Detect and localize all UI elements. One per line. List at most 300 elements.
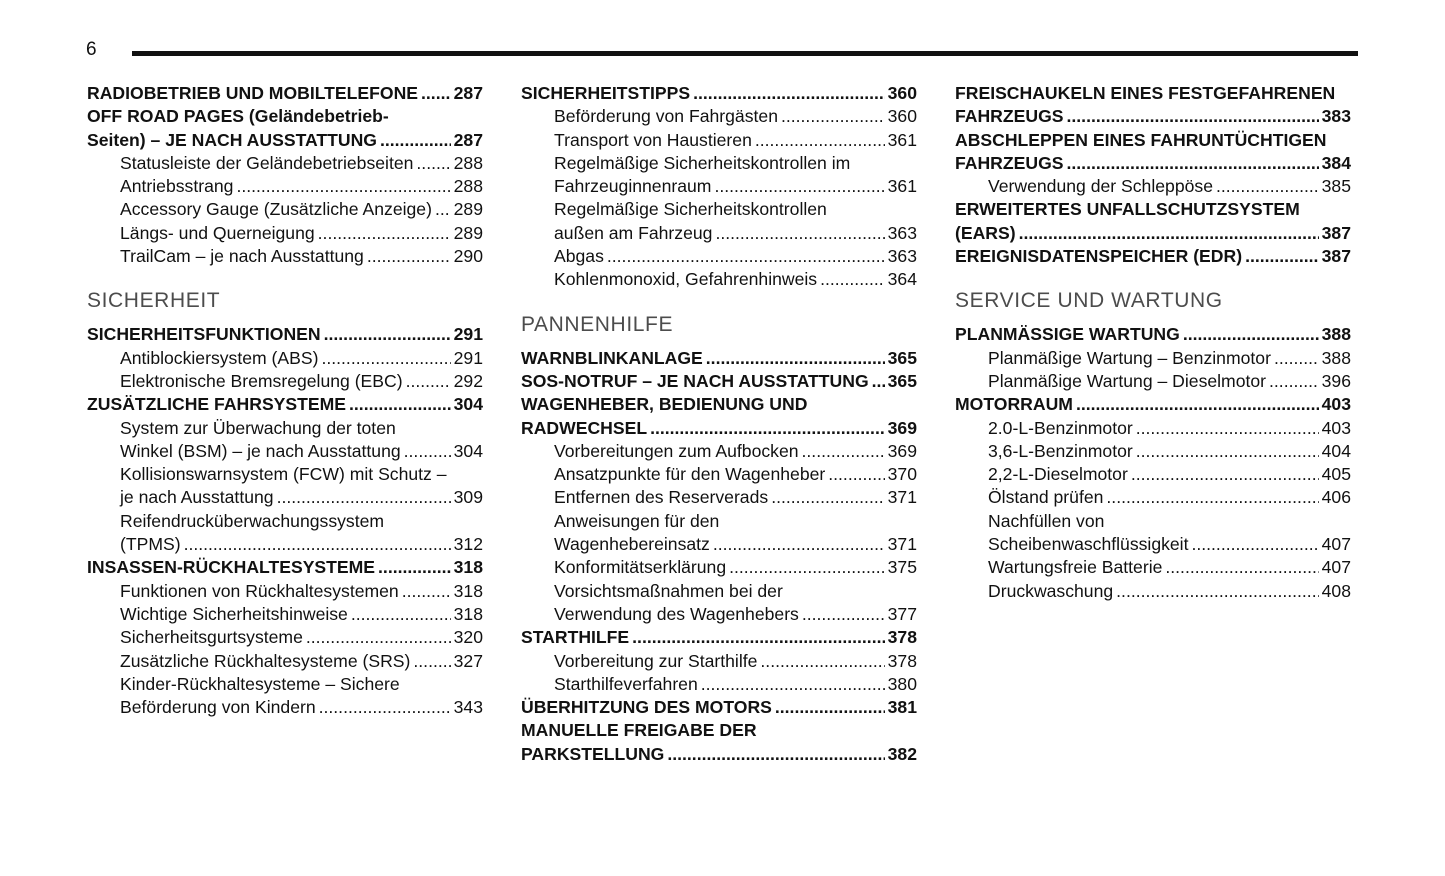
- toc-sub-entry[interactable]: [521, 268, 917, 291]
- dot-leader: [321, 347, 450, 370]
- toc-entry-line: Kollisionswarnsystem (FCW) mit Schutz –: [120, 464, 447, 485]
- toc-sub-entry[interactable]: [87, 626, 483, 649]
- toc-entry-title: Transport von Haustieren: [554, 129, 752, 150]
- toc-entry-leader-line: [988, 486, 1351, 509]
- toc-entry-leader-line: [955, 323, 1351, 346]
- toc-sub-entry[interactable]: [955, 510, 1351, 557]
- toc-entry-title: SICHERHEITSTIPPS: [521, 83, 691, 103]
- toc-entry-leader-line: [988, 533, 1351, 556]
- toc-page-number: 408: [1321, 580, 1351, 601]
- toc-entry-leader-line: [521, 347, 917, 370]
- toc-page-number: 403: [1321, 394, 1351, 415]
- toc-entry-leader-line: [120, 222, 483, 245]
- toc-sub-entry[interactable]: [955, 440, 1351, 463]
- dot-leader: [729, 556, 885, 579]
- dot-leader: [715, 222, 884, 245]
- toc-entry-leader-line: [120, 580, 483, 603]
- toc-entry-title: Planmäßige Wartung – Benzinmotor: [988, 347, 1271, 368]
- toc-chapter-entry[interactable]: [955, 82, 1351, 129]
- toc-entry-title: Wartungsfreie Batterie: [988, 557, 1163, 578]
- toc-entry-leader-line: [120, 486, 483, 509]
- toc-chapter-entry[interactable]: [521, 370, 917, 393]
- toc-sub-entry[interactable]: [87, 152, 483, 175]
- toc-entry-title: Seiten) – JE NACH AUSSTATTUNG: [87, 129, 377, 150]
- dot-leader: [349, 393, 451, 416]
- toc-sub-entry[interactable]: [87, 603, 483, 626]
- toc-entry-leader-line: [521, 743, 917, 766]
- toc-entry-title: Sicherheitsgurtsysteme: [120, 627, 303, 648]
- toc-entry-leader-line: [554, 650, 917, 673]
- toc-sub-entry[interactable]: [521, 673, 917, 696]
- toc-entry-leader-line: [554, 463, 917, 486]
- dot-leader: [1131, 463, 1319, 486]
- toc-page-number: 363: [887, 246, 917, 267]
- toc-sub-entry[interactable]: [87, 417, 483, 464]
- toc-entry-leader-line: [988, 370, 1351, 393]
- toc-entry-line: ABSCHLEPPEN EINES FAHRUNTÜCHTIGEN: [955, 129, 1327, 150]
- toc-entry-leader-line: [120, 650, 483, 673]
- toc-entry-leader-line: [988, 580, 1351, 603]
- toc-entry-title: Fahrzeuginnenraum: [554, 176, 712, 197]
- dot-leader: [416, 152, 450, 175]
- dot-leader: [706, 347, 885, 370]
- toc-chapter-entry[interactable]: [955, 323, 1351, 346]
- dot-leader: [1067, 105, 1319, 128]
- toc-page-number: 343: [453, 697, 483, 718]
- toc-entry-line: Vorsichtsmaßnahmen bei der: [554, 580, 783, 601]
- dot-leader: [184, 533, 451, 556]
- toc-chapter-entry[interactable]: [87, 393, 483, 416]
- toc-sub-entry[interactable]: [87, 673, 483, 720]
- dot-leader: [1076, 393, 1319, 416]
- toc-page-number: 377: [887, 603, 917, 624]
- toc-page-number: 327: [453, 650, 483, 671]
- toc-entry-leader-line: [521, 696, 917, 719]
- toc-page-number: 378: [887, 627, 917, 648]
- toc-entry-leader-line: [87, 129, 483, 152]
- toc-entry-leader-line: [87, 82, 483, 105]
- toc-entry-leader-line: [554, 440, 917, 463]
- toc-entry-title: Starthilfeverfahren: [554, 673, 698, 694]
- toc-entry-line: Nachfüllen von: [988, 510, 1105, 531]
- toc-sub-entry[interactable]: [955, 556, 1351, 579]
- dot-leader: [236, 175, 450, 198]
- toc-page-number: 381: [887, 697, 917, 718]
- toc-entry-leader-line: [87, 323, 483, 346]
- toc-column-1: [87, 82, 483, 719]
- toc-entry-leader-line: [120, 440, 483, 463]
- toc-entry-leader-line: [554, 129, 917, 152]
- toc-entry-leader-line: [955, 393, 1351, 416]
- toc-entry-title: Wagenhebereinsatz: [554, 534, 710, 555]
- toc-entry-title: PLANMÄSSIGE WARTUNG: [955, 324, 1180, 345]
- toc-page-number: 363: [887, 222, 917, 243]
- toc-sub-entry[interactable]: [955, 370, 1351, 393]
- toc-entry-leader-line: [120, 175, 483, 198]
- toc-page-number: 396: [1321, 370, 1351, 391]
- toc-entry-line: Kinder-Rückhaltesysteme – Sichere: [120, 673, 400, 694]
- toc-sub-entry[interactable]: [521, 152, 917, 199]
- dot-leader: [607, 245, 885, 268]
- toc-page-number: 384: [1321, 152, 1351, 173]
- toc-entry-title: Funktionen von Rückhaltesystemen: [120, 580, 399, 601]
- dot-leader: [1269, 370, 1319, 393]
- toc-entry-title: Entfernen des Reserverads: [554, 487, 769, 508]
- dot-leader: [802, 440, 885, 463]
- toc-page-number: 304: [453, 394, 483, 415]
- toc-entry-title: Kohlenmonoxid, Gefahrenhinweis: [554, 269, 818, 290]
- toc-page-number: 388: [1321, 324, 1351, 345]
- toc-entry-leader-line: [955, 245, 1351, 268]
- toc-entry-leader-line: [521, 82, 917, 105]
- toc-entry-leader-line: [955, 222, 1351, 245]
- section-heading: SICHERHEIT: [87, 289, 221, 313]
- toc-page-number: 304: [453, 440, 483, 461]
- toc-page-number: 291: [453, 324, 483, 345]
- toc-page-number: 365: [887, 370, 917, 391]
- toc-sub-entry[interactable]: [955, 580, 1351, 603]
- toc-sub-entry[interactable]: [87, 347, 483, 370]
- toc-entry-title: FAHRZEUGS: [955, 106, 1064, 127]
- dot-leader: [1274, 347, 1319, 370]
- toc-entry-title: (EARS): [955, 222, 1016, 243]
- toc-entry-title: Antriebsstrang: [120, 176, 234, 197]
- dot-leader: [755, 129, 885, 152]
- toc-entry-title: 3,6-L-Benzinmotor: [988, 440, 1133, 461]
- toc-page-number: 318: [453, 603, 483, 624]
- dot-leader: [1183, 323, 1319, 346]
- toc-sub-entry[interactable]: [87, 175, 483, 198]
- toc-entry-title: TrailCam – je nach Ausstattung: [120, 246, 364, 267]
- toc-page-number: 388: [1321, 347, 1351, 368]
- toc-entry-title: Vorbereitung zur Starthilfe: [554, 650, 758, 671]
- toc-sub-entry[interactable]: [87, 650, 483, 673]
- toc-entry-title: Winkel (BSM) – je nach Ausstattung: [120, 440, 401, 461]
- page-number: 6: [86, 39, 97, 60]
- dot-leader: [1191, 533, 1318, 556]
- toc-page-number: 369: [887, 417, 917, 438]
- dot-leader: [378, 556, 451, 579]
- dot-leader: [1067, 152, 1319, 175]
- toc-page-number: 291: [453, 347, 483, 368]
- header-rule: [132, 51, 1358, 56]
- toc-entry-leader-line: [988, 417, 1351, 440]
- section-heading: SERVICE UND WARTUNG: [955, 289, 1223, 313]
- toc-entry-leader-line: [554, 556, 917, 579]
- toc-page-number: 405: [1321, 464, 1351, 485]
- toc-entry-title: ZUSÄTZLICHE FAHRSYSTEME: [87, 394, 347, 415]
- toc-page-number: 407: [1321, 557, 1351, 578]
- dot-leader: [701, 673, 885, 696]
- toc-entry-line: WAGENHEBER, BEDIENUNG UND: [521, 394, 808, 415]
- toc-entry-title: (TPMS): [120, 534, 181, 555]
- dot-leader: [1216, 175, 1319, 198]
- toc-sub-entry[interactable]: [955, 417, 1351, 440]
- toc-entry-leader-line: [87, 556, 483, 579]
- dot-leader: [406, 370, 451, 393]
- dot-leader: [872, 370, 885, 393]
- toc-sub-entry[interactable]: [521, 556, 917, 579]
- toc-entry-leader-line: [554, 222, 917, 245]
- toc-entry-leader-line: [955, 105, 1351, 128]
- dot-leader: [714, 175, 884, 198]
- toc-page-number: 364: [887, 269, 917, 290]
- toc-page-number: 369: [887, 440, 917, 461]
- toc-entry-title: Längs- und Querneigung: [120, 222, 315, 243]
- toc-sub-entry[interactable]: [87, 222, 483, 245]
- dot-leader: [367, 245, 451, 268]
- toc-chapter-entry[interactable]: [87, 82, 483, 105]
- toc-chapter-entry[interactable]: [521, 696, 917, 719]
- dot-leader: [1019, 222, 1319, 245]
- toc-entry-leader-line: [87, 393, 483, 416]
- dot-leader: [828, 463, 884, 486]
- toc-entry-leader-line: [988, 556, 1351, 579]
- toc-chapter-entry[interactable]: [955, 198, 1351, 245]
- toc-page-number: 288: [453, 152, 483, 173]
- toc-entry-line: System zur Überwachung der toten: [120, 417, 396, 438]
- toc-sub-entry[interactable]: [87, 463, 483, 510]
- toc-entry-leader-line: [554, 268, 917, 291]
- dot-leader: [413, 650, 450, 673]
- dot-leader: [650, 417, 885, 440]
- toc-entry-line: FREISCHAUKELN EINES FESTGEFAHRENEN: [955, 83, 1336, 103]
- toc-page-number: 292: [453, 370, 483, 391]
- toc-chapter-entry[interactable]: [87, 105, 483, 152]
- toc-chapter-entry[interactable]: [521, 719, 917, 766]
- toc-entry-leader-line: [120, 347, 483, 370]
- toc-entry-title: Vorbereitungen zum Aufbocken: [554, 440, 799, 461]
- toc-page-number: 370: [887, 464, 917, 485]
- toc-sub-entry[interactable]: [87, 510, 483, 557]
- toc-page-number: 289: [453, 222, 483, 243]
- toc-entry-title: RADIOBETRIEB UND MOBILTELEFONE: [87, 83, 419, 103]
- toc-chapter-entry[interactable]: [955, 245, 1351, 268]
- toc-column-3: [955, 82, 1351, 603]
- toc-sub-entry[interactable]: [521, 463, 917, 486]
- toc-entry-title: Beförderung von Fahrgästen: [554, 106, 778, 127]
- toc-entry-title: EREIGNISDATENSPEICHER (EDR): [955, 246, 1243, 267]
- dot-leader: [820, 268, 885, 291]
- toc-entry-leader-line: [554, 105, 917, 128]
- toc-entry-line: Reifendrucküberwachungssystem: [120, 510, 385, 531]
- toc-sub-entry[interactable]: [521, 486, 917, 509]
- toc-entry-line: Anweisungen für den: [554, 510, 720, 531]
- toc-page-number: 371: [887, 487, 917, 508]
- dot-leader: [667, 743, 884, 766]
- toc-entry-leader-line: [120, 198, 483, 221]
- toc-entry-leader-line: [120, 370, 483, 393]
- toc-entry-leader-line: [521, 417, 917, 440]
- toc-page-number: 361: [887, 176, 917, 197]
- toc-entry-title: 2,2-L-Dieselmotor: [988, 464, 1128, 485]
- toc-entry-title: Abgas: [554, 246, 604, 267]
- dot-leader: [1116, 580, 1318, 603]
- toc-page-number: 371: [887, 534, 917, 555]
- dot-leader: [319, 696, 451, 719]
- toc-sub-entry[interactable]: [955, 486, 1351, 509]
- toc-entry-title: Statusleiste der Geländebetriebseiten: [120, 152, 414, 173]
- toc-page-number: 387: [1321, 222, 1351, 243]
- toc-entry-leader-line: [554, 245, 917, 268]
- toc-entry-title: FAHRZEUGS: [955, 152, 1064, 173]
- toc-entry-leader-line: [554, 603, 917, 626]
- toc-entry-title: INSASSEN-RÜCKHALTESYSTEME: [87, 557, 376, 578]
- dot-leader: [693, 82, 885, 105]
- dot-leader: [781, 105, 885, 128]
- toc-page-number: 318: [453, 580, 483, 601]
- toc-entry-leader-line: [554, 486, 917, 509]
- toc-entry-line: MANUELLE FREIGABE DER: [521, 720, 757, 741]
- toc-column-2: [521, 82, 917, 766]
- toc-entry-title: PARKSTELLUNG: [521, 743, 665, 764]
- toc-page-number: 312: [453, 534, 483, 555]
- toc-page-number: 309: [453, 487, 483, 508]
- dot-leader: [1136, 417, 1319, 440]
- toc-entry-title: Verwendung der Schleppöse: [988, 176, 1213, 197]
- toc-sub-entry[interactable]: [521, 650, 917, 673]
- toc-page-number: 403: [1321, 417, 1351, 438]
- toc-entry-leader-line: [120, 696, 483, 719]
- toc-page-number: 287: [453, 83, 483, 103]
- toc-entry-line: Regelmäßige Sicherheitskontrollen: [554, 199, 827, 220]
- dot-leader: [318, 222, 451, 245]
- toc-entry-title: Konformitätserklärung: [554, 557, 727, 578]
- toc-entry-title: Wichtige Sicherheitshinweise: [120, 603, 348, 624]
- toc-sub-entry[interactable]: [87, 580, 483, 603]
- toc-chapter-entry[interactable]: [521, 347, 917, 370]
- toc-entry-leader-line: [554, 673, 917, 696]
- toc-chapter-entry[interactable]: [521, 393, 917, 440]
- toc-entry-leader-line: [120, 626, 483, 649]
- dot-leader: [421, 82, 451, 105]
- toc-sub-entry[interactable]: [521, 580, 917, 627]
- toc-entry-leader-line: [988, 440, 1351, 463]
- toc-entry-title: Beförderung von Kindern: [120, 697, 316, 718]
- toc-entry-line: ERWEITERTES UNFALLSCHUTZSYSTEM: [955, 199, 1300, 220]
- toc-entry-title: Verwendung des Wagenhebers: [554, 603, 799, 624]
- toc-sub-entry[interactable]: [87, 370, 483, 393]
- toc-sub-entry[interactable]: [521, 105, 917, 128]
- toc-entry-leader-line: [988, 175, 1351, 198]
- toc-page-number: 387: [1321, 246, 1351, 267]
- toc-entry-line: Regelmäßige Sicherheitskontrollen im: [554, 152, 851, 173]
- dot-leader: [775, 696, 885, 719]
- toc-page-number: 365: [887, 347, 917, 368]
- toc-chapter-entry[interactable]: [87, 556, 483, 579]
- toc-page-number: 361: [887, 129, 917, 150]
- toc-chapter-entry[interactable]: [521, 626, 917, 649]
- toc-entry-title: Planmäßige Wartung – Dieselmotor: [988, 370, 1267, 391]
- toc-entry-leader-line: [988, 347, 1351, 370]
- toc-entry-title: Zusätzliche Rückhaltesysteme (SRS): [120, 650, 411, 671]
- toc-sub-entry[interactable]: [87, 245, 483, 268]
- toc-chapter-entry[interactable]: [87, 323, 483, 346]
- toc-page-number: 288: [453, 176, 483, 197]
- toc-entry-title: WARNBLINKANLAGE: [521, 347, 703, 368]
- toc-entry-title: außen am Fahrzeug: [554, 222, 713, 243]
- toc-sub-entry[interactable]: [955, 347, 1351, 370]
- toc-entry-title: SICHERHEITSFUNKTIONEN: [87, 324, 321, 345]
- dot-leader: [306, 626, 451, 649]
- toc-sub-entry[interactable]: [521, 198, 917, 245]
- toc-entry-title: 2.0-L-Benzinmotor: [988, 417, 1133, 438]
- toc-sub-entry[interactable]: [955, 175, 1351, 198]
- toc-page-number: 375: [887, 557, 917, 578]
- toc-page-number: 360: [887, 83, 917, 103]
- toc-page-number: 320: [453, 627, 483, 648]
- toc-entry-title: SOS-NOTRUF – JE NACH AUSSTATTUNG: [521, 370, 869, 391]
- toc-chapter-entry[interactable]: [521, 82, 917, 105]
- toc-sub-entry[interactable]: [521, 440, 917, 463]
- toc-entry-title: Elektronische Bremsregelung (EBC): [120, 370, 403, 391]
- dot-leader: [1106, 486, 1318, 509]
- dot-leader: [802, 603, 885, 626]
- toc-entry-leader-line: [955, 152, 1351, 175]
- toc-page-number: 378: [887, 650, 917, 671]
- toc-page-number: 290: [453, 246, 483, 267]
- toc-page-number: 407: [1321, 534, 1351, 555]
- toc-entry-leader-line: [521, 626, 917, 649]
- toc-page-number: 406: [1321, 487, 1351, 508]
- toc-page-number: 404: [1321, 440, 1351, 461]
- toc-page-number: 380: [887, 673, 917, 694]
- toc-entry-title: Ölstand prüfen: [988, 487, 1104, 508]
- toc-entry-line: OFF ROAD PAGES (Geländebetrieb-: [87, 106, 389, 127]
- toc-entry-leader-line: [554, 175, 917, 198]
- toc-entry-title: ÜBERHITZUNG DES MOTORS: [521, 697, 772, 718]
- toc-sub-entry[interactable]: [521, 510, 917, 557]
- dot-leader: [771, 486, 884, 509]
- toc-entry-title: MOTORRAUM: [955, 394, 1073, 415]
- toc-entry-title: RADWECHSEL: [521, 417, 648, 438]
- toc-sub-entry[interactable]: [87, 198, 483, 221]
- toc-chapter-entry[interactable]: [955, 393, 1351, 416]
- toc-entry-leader-line: [120, 533, 483, 556]
- toc-entry-leader-line: [120, 152, 483, 175]
- toc-entry-leader-line: [521, 370, 917, 393]
- dot-leader: [760, 650, 884, 673]
- dot-leader: [713, 533, 885, 556]
- toc-sub-entry[interactable]: [955, 463, 1351, 486]
- toc-page-number: 360: [887, 106, 917, 127]
- toc-chapter-entry[interactable]: [955, 129, 1351, 176]
- toc-entry-leader-line: [554, 533, 917, 556]
- dot-leader: [277, 486, 451, 509]
- toc-page-number: 289: [453, 199, 483, 220]
- toc-entry-title: je nach Ausstattung: [120, 487, 274, 508]
- section-heading: PANNENHILFE: [521, 312, 674, 336]
- toc-sub-entry[interactable]: [521, 129, 917, 152]
- toc-entry-title: STARTHILFE: [521, 627, 630, 648]
- dot-leader: [351, 603, 451, 626]
- dot-leader: [402, 580, 451, 603]
- toc-page-number: 383: [1321, 106, 1351, 127]
- toc-page-number: 318: [453, 557, 483, 578]
- toc-entry-leader-line: [988, 463, 1351, 486]
- dot-leader: [1165, 556, 1318, 579]
- toc-sub-entry[interactable]: [521, 245, 917, 268]
- toc-entry-title: Ansatzpunkte für den Wagenheber: [554, 464, 826, 485]
- dot-leader: [435, 198, 451, 221]
- toc-page-number: 385: [1321, 176, 1351, 197]
- toc-entry-title: Druckwaschung: [988, 580, 1114, 601]
- dot-leader: [1245, 245, 1319, 268]
- toc-entry-leader-line: [120, 603, 483, 626]
- dot-leader: [380, 129, 451, 152]
- dot-leader: [324, 323, 451, 346]
- toc-entry-title: Antiblockiersystem (ABS): [120, 347, 319, 368]
